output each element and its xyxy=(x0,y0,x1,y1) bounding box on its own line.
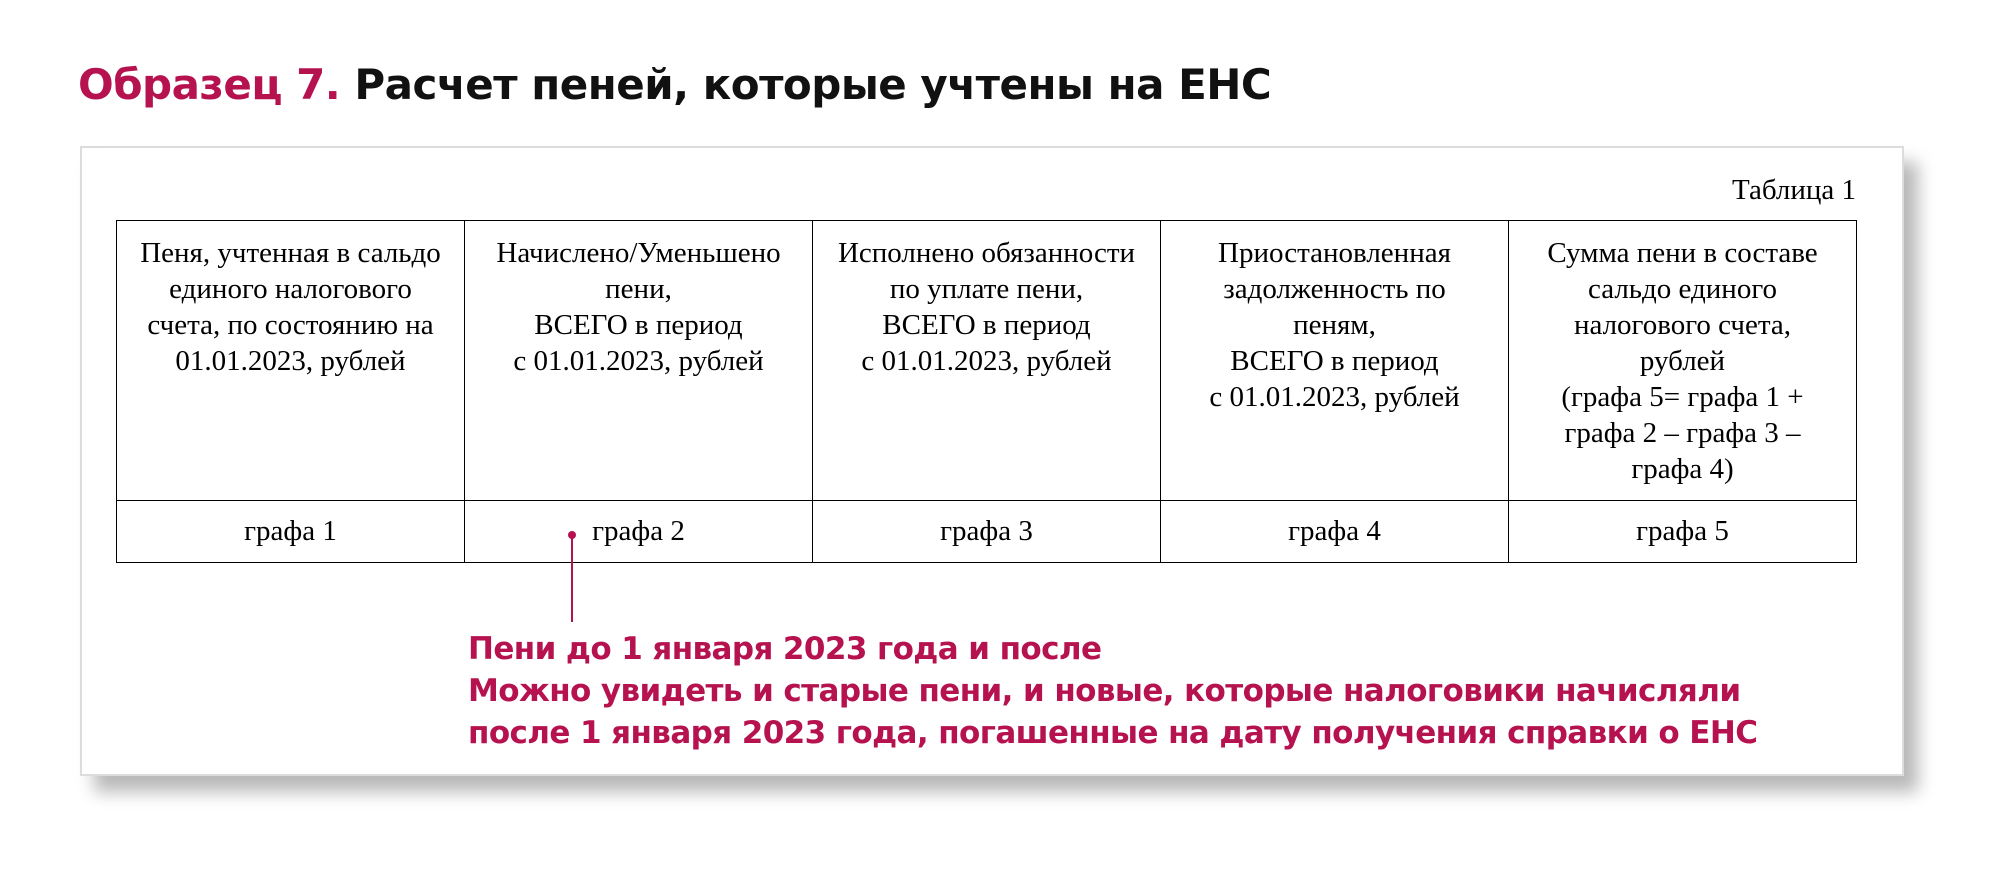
column-number-1: графа 1 xyxy=(117,501,465,563)
form-sheet xyxy=(80,146,1904,776)
column-number-3: графа 3 xyxy=(813,501,1161,563)
header-cell-5: Сумма пени в составе сальдо единого налогового счета, рублей (графа 5= графа 1 + графа 2 – графа 3 – графа 4) xyxy=(1509,221,1857,501)
table-caption: Таблица 1 xyxy=(1731,174,1856,206)
sample-label: Образец 7. xyxy=(78,60,341,109)
penalty-table xyxy=(116,220,1857,563)
header-cell-2: Начислено/Уменьшено пени, ВСЕГО в период с 01.01.2023, рублей xyxy=(465,221,813,501)
callout-line xyxy=(571,536,573,622)
header-cell-4: Приостановленная задолженность по пеням, ВСЕГО в период с 01.01.2023, рублей xyxy=(1161,221,1509,501)
column-number-5: графа 5 xyxy=(1509,501,1857,563)
callout-annotation xyxy=(468,628,1757,754)
column-number-4: графа 4 xyxy=(1161,501,1509,563)
page-heading xyxy=(78,60,1271,109)
header-cell-1: Пеня, учтенная в сальдо единого налогового счета, по состоянию на 01.01.2023, рублей xyxy=(117,221,465,501)
column-number-row xyxy=(117,501,1857,563)
callout-text-line-1: Можно увидеть и старые пени, и новые, которые налоговики начисляли xyxy=(468,673,1741,709)
column-number-2: графа 2 xyxy=(465,501,813,563)
callout-title: Пени до 1 января 2023 года и после xyxy=(468,631,1102,667)
header-row xyxy=(117,221,1857,501)
callout-text-line-2: после 1 января 2023 года, погашенные на дату получения справки о ЕНС xyxy=(468,715,1758,751)
header-cell-3: Исполнено обязанности по уплате пени, ВСЕГО в период с 01.01.2023, рублей xyxy=(813,221,1161,501)
sample-title: Расчет пеней, которые учтены на ЕНС xyxy=(354,60,1272,109)
